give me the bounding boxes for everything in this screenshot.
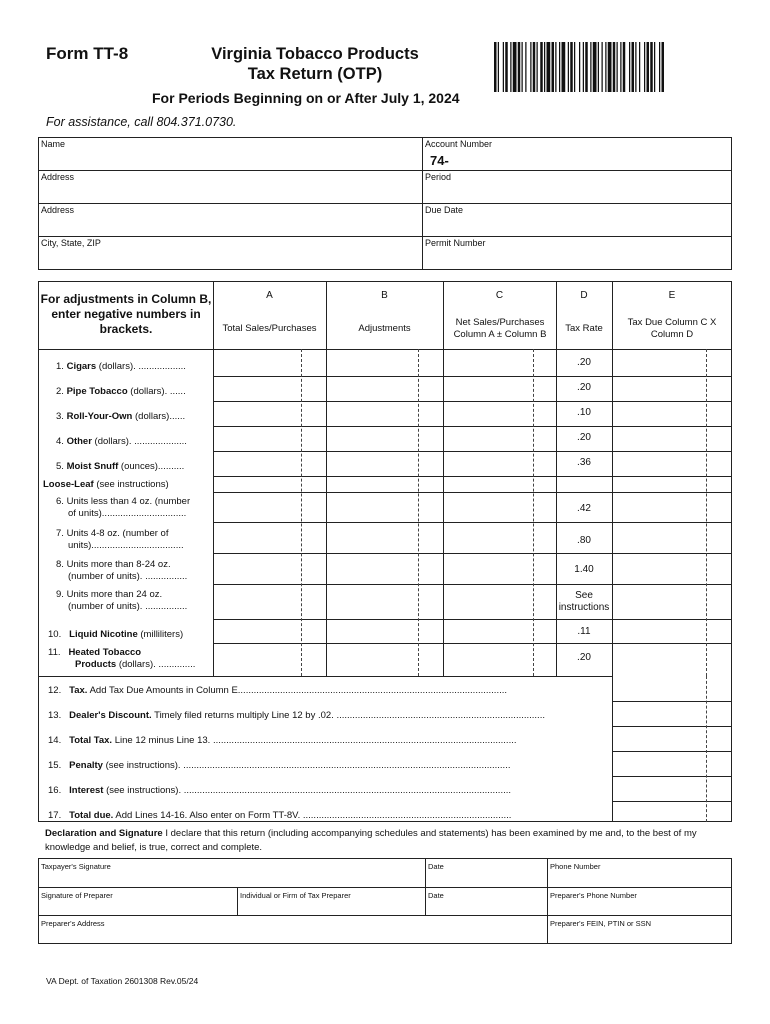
row-7-col-e-field[interactable] <box>613 523 732 552</box>
col-c-heading: Net Sales/Purchases Column A ± Column B <box>453 317 547 340</box>
form-id: Form TT-8 <box>46 44 129 63</box>
row-9-label-line2: (number of units). ................ <box>68 601 188 612</box>
phone-number-field[interactable] <box>549 871 730 886</box>
row-4-col-c-field[interactable] <box>444 427 556 450</box>
row-2-label: 2. Pipe Tobacco (dollars). ...... <box>56 386 186 397</box>
row-3-col-b-field[interactable] <box>327 402 443 425</box>
preparer-signature-field[interactable] <box>39 900 235 914</box>
row-10-col-e-field[interactable] <box>613 620 732 642</box>
row-2-col-a-field[interactable] <box>214 377 326 400</box>
preparer-firm-field[interactable] <box>239 900 423 914</box>
account-number-prefix: 74- <box>430 153 449 168</box>
taxpayer-signature-label: Taxpayer's Signature <box>41 862 111 871</box>
row-10-col-a-field[interactable] <box>214 620 326 642</box>
city-field[interactable] <box>39 249 420 269</box>
col-b-letter: B <box>381 290 388 301</box>
line-12-amount-field[interactable] <box>613 677 731 700</box>
permit-number-label: Permit Number <box>425 238 486 248</box>
preparer-firm-label: Individual or Firm of Tax Preparer <box>240 891 351 900</box>
preparer-id-field[interactable] <box>549 928 730 943</box>
row-7-col-c-field[interactable] <box>444 523 556 552</box>
date-field-2[interactable] <box>427 900 545 914</box>
row-7-label: 7. Units 4-8 oz. (number of <box>56 528 169 539</box>
row-4-col-e-field[interactable] <box>613 427 732 450</box>
adjustment-note: For adjustments in Column B, enter negative numbers in brackets. <box>40 292 212 336</box>
address-field[interactable] <box>39 183 420 202</box>
line-13-amount-field[interactable] <box>613 702 731 725</box>
form-subtitle: For Periods Beginning on or After July 1, 2024 <box>152 90 460 106</box>
name-field[interactable] <box>39 150 420 169</box>
preparer-address-field[interactable] <box>39 928 545 943</box>
col-e-heading: Tax Due Column C X Column D <box>627 317 717 340</box>
row-9-label: 9. Units more than 24 oz. <box>56 589 163 600</box>
preparer-phone-label: Preparer's Phone Number <box>550 891 637 900</box>
line-12-label: 12. Tax. Add Tax Due Amounts in Column E...................................................................................................... <box>48 685 507 696</box>
row-6-rate: .42 <box>577 503 591 514</box>
row-11-col-e-field[interactable] <box>613 644 732 675</box>
row-8-col-b-field[interactable] <box>327 554 443 583</box>
row-1-col-e-field[interactable] <box>613 350 732 375</box>
phone-number-label: Phone Number <box>550 862 601 871</box>
account-number-label: Account Number <box>425 139 493 149</box>
col-d-letter: D <box>580 290 588 301</box>
row-2-col-c-field[interactable] <box>444 377 556 400</box>
period-field[interactable] <box>424 183 730 202</box>
declaration-text: Declaration and Signature I declare that this return (including accompanying schedules and statements) has been examined by me and, to the best of my knowledge and belief, is true, correct and complete. <box>45 828 697 853</box>
row-6-col-e-field[interactable] <box>613 493 732 521</box>
row-7-label-line2: units)................................... <box>68 540 184 551</box>
row-10-rate: .11 <box>577 626 591 637</box>
row-4-label: 4. Other (dollars). .................... <box>56 436 187 447</box>
row-1-col-a-field[interactable] <box>214 350 326 375</box>
city-field-label: City, State, ZIP <box>41 238 101 248</box>
due-date-label: Due Date <box>425 205 464 215</box>
row-2-rate: .20 <box>577 382 591 393</box>
permit-number-field[interactable] <box>424 249 730 269</box>
row-5-rate: .36 <box>577 457 591 468</box>
footer-revision: VA Dept. of Taxation 2601308 Rev.05/24 <box>46 976 199 986</box>
col-e-letter: E <box>668 290 676 301</box>
line-17-label: 17. Total due. Add Lines 14-16. Also enter on Form TT-8V. ............................................................................... <box>48 810 512 821</box>
row-9-col-c-field[interactable] <box>444 585 556 618</box>
line-15-amount-field[interactable] <box>613 752 731 775</box>
row-1-label: 1. Cigars (dollars). .................. <box>56 361 186 372</box>
preparer-signature-label: Signature of Preparer <box>41 891 113 900</box>
due-date-field[interactable] <box>424 216 730 235</box>
row-8-label-line2: (number of units). ................ <box>68 571 188 582</box>
col-a-heading: Total Sales/Purchases <box>222 323 317 334</box>
line-14-label: 14. Total Tax. Line 12 minus Line 13. ................................................................................................................... <box>48 735 517 746</box>
row-2-col-e-field[interactable] <box>613 377 732 400</box>
line-13-label: 13. Dealer's Discount. Timely filed returns multiply Line 12 by .02. ............................................................................... <box>48 710 545 721</box>
row-6-col-a-field[interactable] <box>214 493 326 521</box>
row-2-col-b-field[interactable] <box>327 377 443 400</box>
row-4-col-a-field[interactable] <box>214 427 326 450</box>
row-3-col-c-field[interactable] <box>444 402 556 425</box>
period-label: Period <box>425 172 452 182</box>
account-number-field[interactable] <box>452 150 730 169</box>
col-c-letter: C <box>495 290 504 301</box>
row-7-rate: .80 <box>577 535 591 546</box>
row-10-col-c-field[interactable] <box>444 620 556 642</box>
row-7-col-a-field[interactable] <box>214 523 326 552</box>
row-3-rate: .10 <box>577 407 591 418</box>
row-8-col-c-field[interactable] <box>444 554 556 583</box>
row-11-col-a-field[interactable] <box>214 644 326 675</box>
address-field-label: Address <box>41 172 75 182</box>
date-label-1: Date <box>428 862 444 871</box>
row-6-label: 6. Units less than 4 oz. (number <box>56 496 191 507</box>
address2-field-label: Address <box>41 205 75 215</box>
preparer-id-label: Preparer's FEIN, PTIN or SSN <box>550 919 652 928</box>
row-1-rate: .20 <box>577 357 591 368</box>
name-field-label: Name <box>41 139 66 149</box>
row-11-label: 11. Heated Tobacco <box>48 647 142 658</box>
row-11-col-c-field[interactable] <box>444 644 556 675</box>
row-8-rate: 1.40 <box>574 564 594 575</box>
row-9-rate-line1: See <box>575 590 593 601</box>
row-7-col-b-field[interactable] <box>327 523 443 552</box>
row-1-col-b-field[interactable] <box>327 350 443 375</box>
date-label-2: Date <box>428 891 444 900</box>
line-17-amount-field[interactable] <box>613 802 731 821</box>
address2-field[interactable] <box>39 216 420 235</box>
date-field-1[interactable] <box>427 871 545 886</box>
row-6-col-b-field[interactable] <box>327 493 443 521</box>
row-9-col-a-field[interactable] <box>214 585 326 618</box>
row-3-label: 3. Roll-Your-Own (dollars)...... <box>56 411 186 422</box>
row-11-label-line2: Products (dollars). .............. <box>75 659 196 670</box>
row-9-col-e-field[interactable] <box>613 585 732 618</box>
row-8-col-e-field[interactable] <box>613 554 732 583</box>
row-6-col-c-field[interactable] <box>444 493 556 521</box>
col-a-letter: A <box>266 290 273 301</box>
col-d-heading: Tax Rate <box>565 323 603 334</box>
line-16-label: 16. Interest (see instructions). ............................................................................................................................ <box>48 785 512 796</box>
line-15-label: 15. Penalty (see instructions). ............................................................................................................................ <box>48 760 511 771</box>
row-8-label: 8. Units more than 8-24 oz. <box>56 559 171 570</box>
row-6-label-line2: of units)................................ <box>68 508 187 519</box>
row-4-rate: .20 <box>577 432 591 443</box>
row-5-label: 5. Moist Snuff (ounces).......... <box>56 461 185 472</box>
row-8-col-a-field[interactable] <box>214 554 326 583</box>
row-5-col-a-field[interactable] <box>214 452 326 475</box>
taxpayer-signature-field[interactable] <box>39 871 423 886</box>
preparer-address-label: Preparer's Address <box>41 919 105 928</box>
row-1-col-c-field[interactable] <box>444 350 556 375</box>
row-9-col-b-field[interactable] <box>327 585 443 618</box>
form-title-line2: Tax Return (OTP) <box>247 65 383 83</box>
loose-leaf-heading: Loose-Leaf (see instructions) <box>43 479 169 490</box>
barcode-image <box>494 42 726 92</box>
row-3-col-e-field[interactable] <box>613 402 732 425</box>
line-14-amount-field[interactable] <box>613 727 731 750</box>
row-4-col-b-field[interactable] <box>327 427 443 450</box>
row-9-rate-line2: instructions <box>558 602 610 613</box>
row-11-rate: .20 <box>577 652 591 663</box>
row-5-col-b-field[interactable] <box>327 452 443 475</box>
form-title-line1: Virginia Tobacco Products <box>211 45 419 63</box>
row-5-col-e-field[interactable] <box>613 452 732 475</box>
row-3-col-a-field[interactable] <box>214 402 326 425</box>
row-10-col-b-field[interactable] <box>327 620 443 642</box>
row-5-col-c-field[interactable] <box>444 452 556 475</box>
line-16-amount-field[interactable] <box>613 777 731 800</box>
row-11-col-b-field[interactable] <box>327 644 443 675</box>
assistance-line: For assistance, call 804.371.0730. <box>46 115 237 129</box>
preparer-phone-field[interactable] <box>549 900 730 914</box>
col-b-heading: Adjustments <box>358 323 411 334</box>
row-10-label: 10. Liquid Nicotine (milliliters) <box>48 629 184 640</box>
